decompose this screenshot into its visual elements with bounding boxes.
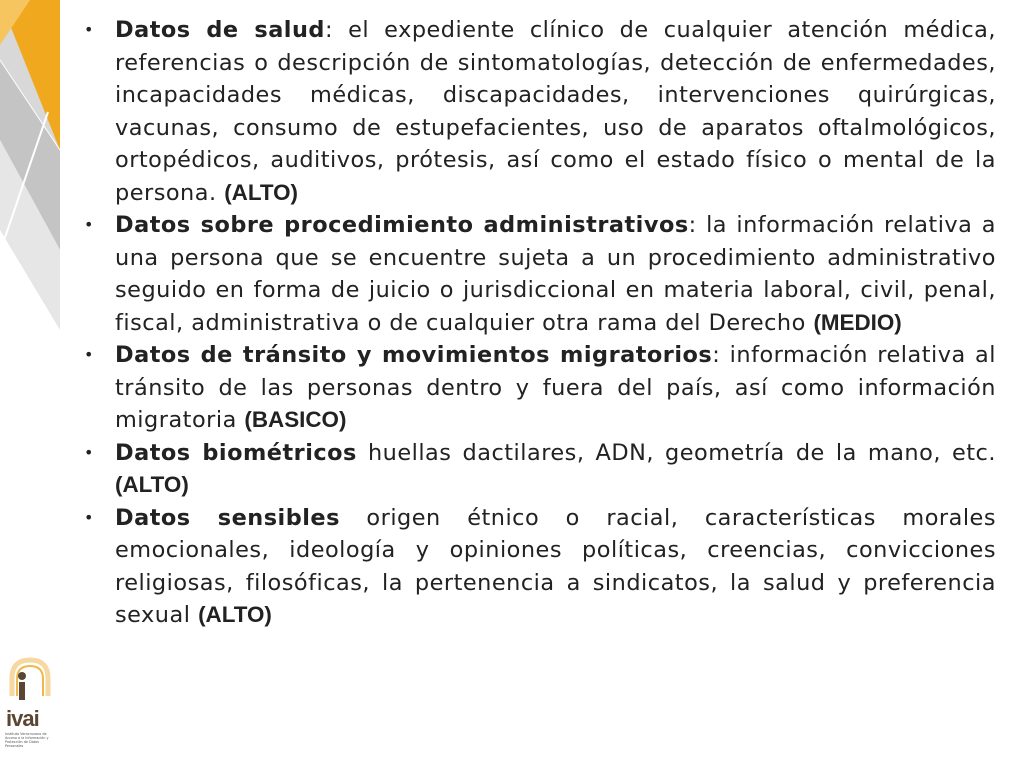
bullet-separator	[340, 505, 366, 531]
list-item	[84, 437, 996, 502]
bullet-icon: •	[84, 20, 94, 39]
bullet-term: Datos biométricos	[115, 439, 357, 466]
list-item	[84, 502, 996, 632]
bullet-level: (BASICO)	[244, 407, 347, 432]
bullet-separator	[357, 440, 368, 466]
bullet-level: (ALTO)	[224, 179, 299, 205]
bullet-separator: :	[712, 342, 730, 368]
bullet-content	[84, 14, 996, 632]
bullet-term: Datos sensibles	[115, 504, 340, 531]
bullet-term: Datos de salud	[115, 17, 325, 43]
bullet-icon: •	[84, 345, 94, 364]
bullet-icon: •	[84, 215, 94, 234]
bullet-level: (ALTO)	[115, 472, 189, 497]
bullet-text: origen étnico o racial, características morales emocionales, ideología y opiniones políticas, creencias, convicciones religiosas, filosóficas, la pertenencia a sindicatos, la salud y preferencia sexual	[115, 504, 996, 628]
bullet-text: información relativa al tránsito de las personas dentro y fuera del país, así como información migratoria	[115, 342, 996, 433]
side-band-graphic	[0, 0, 60, 768]
bullet-icon: •	[84, 507, 94, 527]
svg-text:ivai: ivai	[6, 706, 39, 731]
list-item	[84, 209, 996, 339]
decorative-side-band	[0, 0, 60, 768]
ivai-logo-mark	[4, 656, 56, 734]
logo-caption: Instituto Veracruzano de Acceso a la Información y Protección de Datos Personales	[5, 732, 49, 748]
bullet-separator: :	[324, 17, 349, 43]
bullet-level: (ALTO)	[198, 602, 272, 627]
bullet-list	[84, 14, 996, 632]
list-item	[84, 14, 996, 209]
bullet-icon: •	[84, 442, 94, 462]
bullet-text: el expediente clínico de cualquier atención médica, referencias o descripción de sintomatologías, detección de enfermedades, incapacidades médicas, discapacidades, intervenciones quirúrgicas, vacunas, consumo de estupefacientes, uso de aparatos oftalmológicos, ortopédicos, auditivos, prótesis, así como el estado físico o mental de la persona.	[115, 17, 996, 206]
bullet-separator: :	[688, 212, 707, 238]
bullet-text: la información relativa a una persona que se encuentre sujeta a un procedimiento administrativo seguido en forma de juicio o jurisdiccional en materia laboral, civil, penal, fiscal, administrativa o de cualquier otra rama del Derecho	[115, 212, 996, 336]
bullet-text: huellas dactilares, ADN, geometría de la mano, etc.	[367, 439, 996, 466]
bullet-level: (MEDIO)	[813, 309, 902, 335]
bullet-term: Datos sobre procedimiento administrativos	[115, 212, 689, 238]
bullet-term: Datos de tránsito y movimientos migratorios	[115, 342, 713, 368]
list-item	[84, 339, 996, 437]
